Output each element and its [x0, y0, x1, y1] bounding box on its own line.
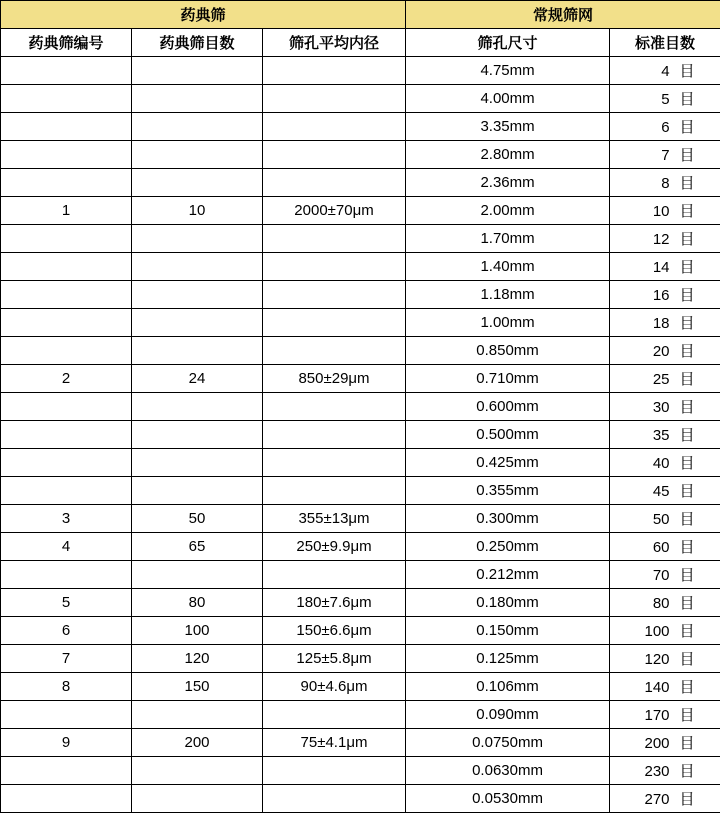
cell-sieve-no	[1, 757, 132, 785]
cell-aperture-mean: 125±5.8μm	[263, 645, 406, 673]
cell-aperture-mean: 250±9.9μm	[263, 533, 406, 561]
cell-aperture-mean: 150±6.6μm	[263, 617, 406, 645]
cell-aperture-size: 3.35mm	[406, 113, 610, 141]
cell-sieve-mesh	[132, 169, 263, 197]
cell-aperture-size: 0.710mm	[406, 365, 610, 393]
cell-aperture-mean	[263, 757, 406, 785]
cell-aperture-size: 0.150mm	[406, 617, 610, 645]
cell-sieve-no	[1, 449, 132, 477]
cell-standard-mesh: 170 目	[610, 701, 720, 729]
table-row	[1, 393, 720, 421]
column-header-standard-mesh: 标准目数	[610, 29, 720, 57]
cell-standard-mesh: 40 目	[610, 449, 720, 477]
group-header-pharmacopoeia: 药典筛	[1, 1, 406, 29]
cell-sieve-no	[1, 113, 132, 141]
table-body	[1, 1, 720, 813]
cell-aperture-mean: 90±4.6μm	[263, 673, 406, 701]
cell-sieve-mesh	[132, 393, 263, 421]
cell-sieve-no	[1, 57, 132, 85]
column-header-sieve-mesh: 药典筛目数	[132, 29, 263, 57]
cell-sieve-mesh	[132, 225, 263, 253]
cell-aperture-size: 0.0750mm	[406, 729, 610, 757]
table-row	[1, 113, 720, 141]
cell-aperture-mean: 850±29μm	[263, 365, 406, 393]
cell-sieve-mesh: 100	[132, 617, 263, 645]
cell-aperture-size: 2.00mm	[406, 197, 610, 225]
table-row	[1, 197, 720, 225]
cell-sieve-mesh	[132, 57, 263, 85]
cell-sieve-no	[1, 253, 132, 281]
cell-sieve-no: 4	[1, 533, 132, 561]
cell-standard-mesh: 16 目	[610, 281, 720, 309]
table-row	[1, 757, 720, 785]
cell-standard-mesh: 200 目	[610, 729, 720, 757]
cell-aperture-mean	[263, 253, 406, 281]
cell-standard-mesh: 18 目	[610, 309, 720, 337]
cell-standard-mesh: 100 目	[610, 617, 720, 645]
table-row	[1, 421, 720, 449]
cell-aperture-mean	[263, 225, 406, 253]
cell-sieve-no	[1, 421, 132, 449]
cell-standard-mesh: 8 目	[610, 169, 720, 197]
cell-aperture-size: 1.70mm	[406, 225, 610, 253]
cell-aperture-mean	[263, 337, 406, 365]
cell-sieve-no	[1, 785, 132, 813]
cell-sieve-mesh	[132, 757, 263, 785]
cell-sieve-no: 6	[1, 617, 132, 645]
cell-aperture-mean	[263, 393, 406, 421]
cell-sieve-no: 3	[1, 505, 132, 533]
cell-aperture-mean: 180±7.6μm	[263, 589, 406, 617]
cell-sieve-mesh	[132, 421, 263, 449]
cell-sieve-mesh	[132, 309, 263, 337]
cell-standard-mesh: 50 目	[610, 505, 720, 533]
cell-sieve-no	[1, 561, 132, 589]
cell-aperture-size: 1.18mm	[406, 281, 610, 309]
table-row	[1, 141, 720, 169]
cell-aperture-size: 0.250mm	[406, 533, 610, 561]
cell-standard-mesh: 7 目	[610, 141, 720, 169]
cell-sieve-mesh: 200	[132, 729, 263, 757]
cell-aperture-size: 0.125mm	[406, 645, 610, 673]
cell-aperture-size: 0.0630mm	[406, 757, 610, 785]
cell-aperture-mean	[263, 561, 406, 589]
cell-sieve-mesh: 24	[132, 365, 263, 393]
cell-aperture-size: 0.0530mm	[406, 785, 610, 813]
group-header-standard-mesh: 常规筛网	[406, 1, 720, 29]
cell-aperture-size: 1.40mm	[406, 253, 610, 281]
group-header-row	[1, 1, 720, 29]
cell-standard-mesh: 10 目	[610, 197, 720, 225]
table-row	[1, 225, 720, 253]
table-row	[1, 477, 720, 505]
cell-sieve-mesh	[132, 337, 263, 365]
cell-sieve-mesh	[132, 113, 263, 141]
cell-aperture-size: 0.106mm	[406, 673, 610, 701]
table-row	[1, 85, 720, 113]
cell-aperture-mean: 2000±70μm	[263, 197, 406, 225]
table-row	[1, 253, 720, 281]
cell-aperture-size: 2.80mm	[406, 141, 610, 169]
column-header-sieve-no: 药典筛编号	[1, 29, 132, 57]
cell-standard-mesh: 70 目	[610, 561, 720, 589]
cell-standard-mesh: 120 目	[610, 645, 720, 673]
cell-sieve-no	[1, 309, 132, 337]
cell-aperture-mean	[263, 113, 406, 141]
cell-sieve-mesh	[132, 253, 263, 281]
cell-aperture-size: 0.600mm	[406, 393, 610, 421]
cell-sieve-mesh	[132, 701, 263, 729]
cell-aperture-mean	[263, 701, 406, 729]
cell-standard-mesh: 4 目	[610, 57, 720, 85]
cell-standard-mesh: 80 目	[610, 589, 720, 617]
cell-sieve-mesh	[132, 785, 263, 813]
cell-standard-mesh: 12 目	[610, 225, 720, 253]
column-header-row	[1, 29, 720, 57]
cell-sieve-mesh	[132, 561, 263, 589]
cell-sieve-no	[1, 393, 132, 421]
cell-aperture-size: 0.850mm	[406, 337, 610, 365]
cell-sieve-no: 8	[1, 673, 132, 701]
cell-aperture-size: 1.00mm	[406, 309, 610, 337]
table-row	[1, 533, 720, 561]
cell-standard-mesh: 230 目	[610, 757, 720, 785]
table-row	[1, 729, 720, 757]
table-row	[1, 645, 720, 673]
column-header-aperture-mean: 筛孔平均内径	[263, 29, 406, 57]
cell-sieve-no	[1, 85, 132, 113]
cell-sieve-mesh: 50	[132, 505, 263, 533]
cell-standard-mesh: 140 目	[610, 673, 720, 701]
cell-sieve-mesh	[132, 449, 263, 477]
table-row	[1, 449, 720, 477]
cell-aperture-mean: 355±13μm	[263, 505, 406, 533]
table-row	[1, 169, 720, 197]
cell-aperture-size: 0.355mm	[406, 477, 610, 505]
cell-sieve-mesh: 80	[132, 589, 263, 617]
cell-standard-mesh: 45 目	[610, 477, 720, 505]
cell-aperture-mean	[263, 141, 406, 169]
cell-aperture-mean	[263, 57, 406, 85]
table-row	[1, 617, 720, 645]
cell-aperture-mean	[263, 421, 406, 449]
table-row	[1, 281, 720, 309]
cell-aperture-mean	[263, 169, 406, 197]
cell-aperture-size: 4.00mm	[406, 85, 610, 113]
cell-aperture-size: 4.75mm	[406, 57, 610, 85]
cell-sieve-no	[1, 169, 132, 197]
cell-sieve-mesh: 65	[132, 533, 263, 561]
cell-aperture-size: 2.36mm	[406, 169, 610, 197]
cell-aperture-size: 0.500mm	[406, 421, 610, 449]
cell-sieve-no	[1, 701, 132, 729]
cell-aperture-mean	[263, 449, 406, 477]
cell-sieve-mesh	[132, 85, 263, 113]
cell-aperture-mean	[263, 477, 406, 505]
cell-sieve-mesh	[132, 281, 263, 309]
cell-standard-mesh: 270 目	[610, 785, 720, 813]
table-row	[1, 673, 720, 701]
table-row	[1, 561, 720, 589]
cell-standard-mesh: 60 目	[610, 533, 720, 561]
cell-aperture-mean	[263, 281, 406, 309]
cell-standard-mesh: 30 目	[610, 393, 720, 421]
cell-standard-mesh: 25 目	[610, 365, 720, 393]
table-row	[1, 337, 720, 365]
cell-sieve-no: 1	[1, 197, 132, 225]
cell-sieve-no	[1, 477, 132, 505]
table-row	[1, 785, 720, 813]
table-row	[1, 701, 720, 729]
cell-sieve-no	[1, 337, 132, 365]
cell-aperture-size: 0.425mm	[406, 449, 610, 477]
cell-aperture-mean	[263, 85, 406, 113]
cell-aperture-size: 0.300mm	[406, 505, 610, 533]
cell-sieve-mesh	[132, 477, 263, 505]
table-row	[1, 309, 720, 337]
cell-aperture-size: 0.212mm	[406, 561, 610, 589]
table-row	[1, 365, 720, 393]
cell-sieve-no: 2	[1, 365, 132, 393]
table-row	[1, 505, 720, 533]
cell-standard-mesh: 6 目	[610, 113, 720, 141]
cell-aperture-mean	[263, 785, 406, 813]
cell-aperture-size: 0.090mm	[406, 701, 610, 729]
cell-sieve-mesh: 10	[132, 197, 263, 225]
cell-sieve-no: 7	[1, 645, 132, 673]
cell-sieve-mesh: 150	[132, 673, 263, 701]
cell-aperture-mean: 75±4.1μm	[263, 729, 406, 757]
cell-sieve-no: 5	[1, 589, 132, 617]
cell-standard-mesh: 14 目	[610, 253, 720, 281]
cell-sieve-no	[1, 141, 132, 169]
column-header-aperture-size: 筛孔尺寸	[406, 29, 610, 57]
cell-sieve-no: 9	[1, 729, 132, 757]
cell-sieve-mesh: 120	[132, 645, 263, 673]
table-row	[1, 589, 720, 617]
cell-standard-mesh: 20 目	[610, 337, 720, 365]
cell-aperture-mean	[263, 309, 406, 337]
table-row	[1, 57, 720, 85]
cell-standard-mesh: 35 目	[610, 421, 720, 449]
cell-sieve-mesh	[132, 141, 263, 169]
cell-sieve-no	[1, 225, 132, 253]
cell-sieve-no	[1, 281, 132, 309]
cell-standard-mesh: 5 目	[610, 85, 720, 113]
cell-aperture-size: 0.180mm	[406, 589, 610, 617]
